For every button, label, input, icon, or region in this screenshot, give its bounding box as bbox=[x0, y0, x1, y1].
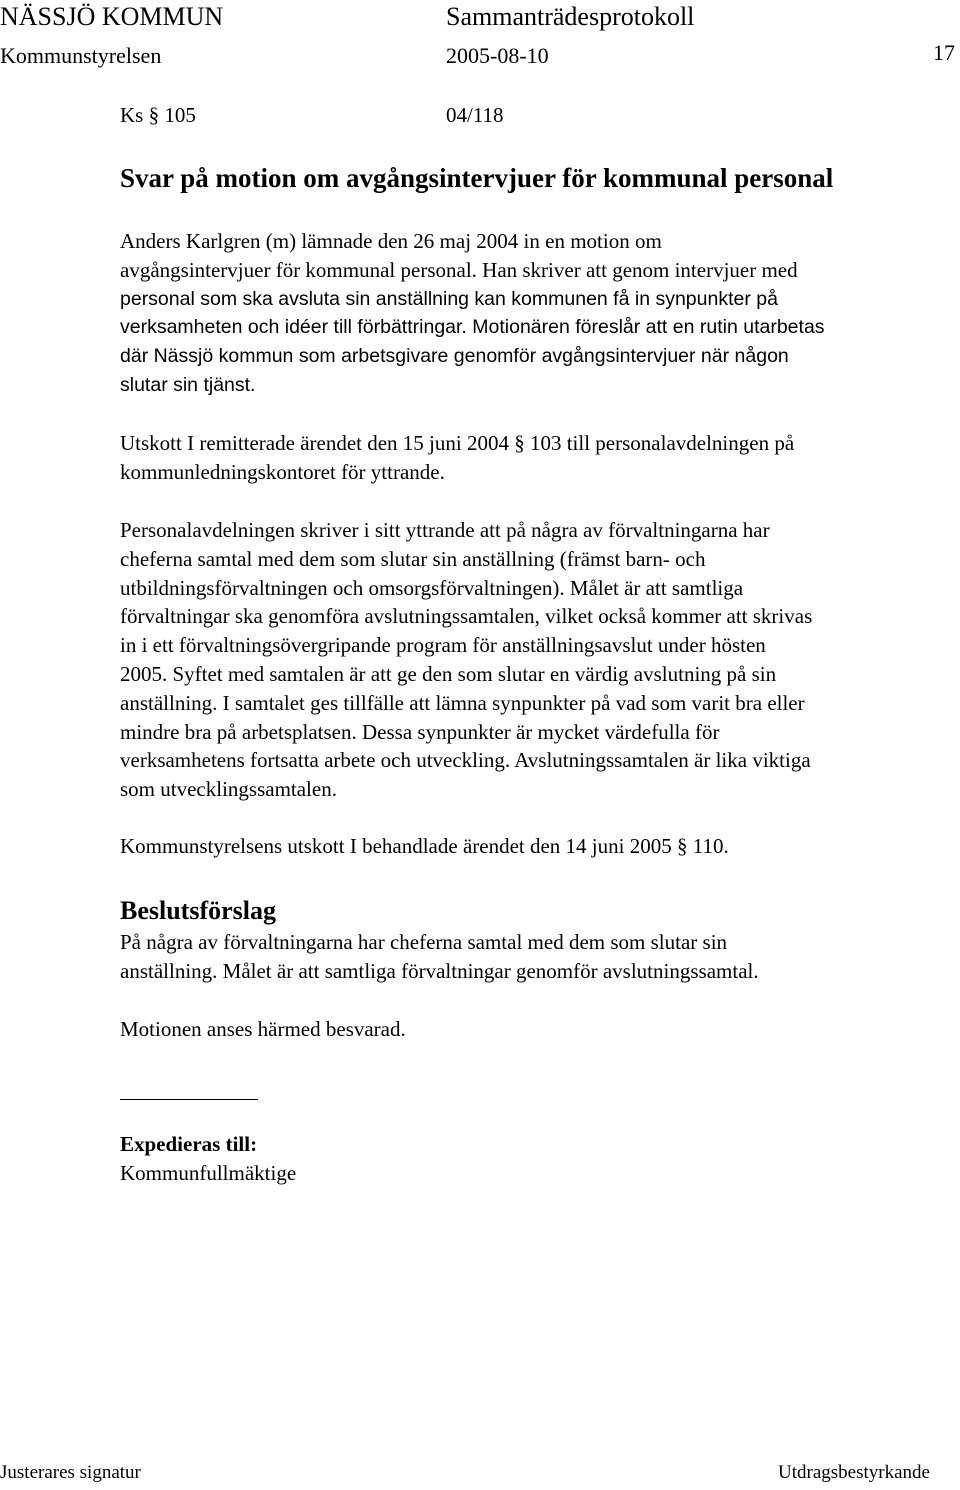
adjuster-signature-label: Justerares signatur bbox=[0, 1462, 141, 1483]
motion-line: där Nässjö kommun som arbetsgivare genomför avgångsintervjuer när någon bbox=[120, 345, 789, 368]
statement-paragraph bbox=[120, 516, 955, 804]
committee-name: Kommunstyrelsen bbox=[0, 43, 162, 68]
motion-line: Anders Karlgren (m) lämnade den 26 maj 2004 in en motion om bbox=[120, 229, 662, 253]
statement-line: förvaltningar ska genomföra avslutningssamtalen, vilket också kommer att skrivas bbox=[120, 604, 813, 629]
proposal-text bbox=[120, 928, 955, 986]
document-title: Svar på motion om avgångsintervjuer för kommunal personal bbox=[120, 163, 834, 193]
dispatch-heading: Expedieras till: bbox=[120, 1132, 258, 1156]
statement-line: 2005. Syftet med samtalen är att ge den som slutar en värdig avslutning på sin bbox=[120, 661, 777, 686]
committee-paragraph: Kommunstyrelsens utskott I behandlade ärendet den 14 juni 2005 § 110. bbox=[120, 834, 729, 858]
page-number: 17 bbox=[933, 40, 955, 65]
meeting-date: 2005-08-10 bbox=[446, 43, 549, 68]
motion-line: verksamheten och idéer till förbättringar. Motionären föreslår att en rutin utarbetas bbox=[120, 316, 825, 339]
motion-line: slutar sin tjänst. bbox=[120, 373, 256, 396]
motion-line: avgångsintervjuer för kommunal personal. Han skriver att genom intervjuer med bbox=[120, 257, 798, 282]
proposal-conclusion: Motionen anses härmed besvarad. bbox=[120, 1017, 406, 1041]
statement-line: som utvecklingssamtalen. bbox=[120, 777, 337, 802]
extract-certification-label: Utdragsbestyrkande bbox=[778, 1462, 930, 1483]
statement-line: utbildningsförvaltningen och omsorgsförvaltningen). Målet är att samtliga bbox=[120, 575, 744, 600]
separator-rule bbox=[120, 1099, 258, 1100]
paragraph-reference-text: Ks § 105 bbox=[120, 103, 196, 127]
proposal-line: På några av förvaltningarna har cheferna samtal med dem som slutar sin bbox=[120, 930, 728, 954]
proposal-heading: Beslutsförslag bbox=[120, 896, 276, 925]
proposal-line: anställning. Målet är att samtliga förvaltningar genomför avslutningssamtal. bbox=[120, 958, 759, 983]
diary-number: 04/118 bbox=[446, 103, 504, 127]
referral-paragraph bbox=[120, 429, 955, 487]
municipality-name: NÄSSJÖ KOMMUN bbox=[0, 2, 224, 31]
motion-paragraph bbox=[120, 227, 955, 400]
statement-line: Personalavdelningen skriver i sitt yttrande att på några av förvaltningarna har bbox=[120, 518, 770, 542]
referral-line: Utskott I remitterade ärendet den 15 juni 2004 § 103 till personalavdelningen på bbox=[120, 431, 795, 455]
statement-line: cheferna samtal med dem som slutar sin anställning (främst barn- och bbox=[120, 546, 706, 571]
statement-line: mindre bra på arbetsplatsen. Dessa synpunkter är mycket värdefulla för bbox=[120, 719, 720, 744]
dispatch-recipient: Kommunfullmäktige bbox=[120, 1161, 297, 1185]
statement-line: verksamhetens fortsatta arbete och utveckling. Avslutningssamtalen är lika viktiga bbox=[120, 748, 811, 773]
paragraph-reference bbox=[120, 101, 196, 130]
motion-line: personal som ska avsluta sin anställning kan kommunen få in synpunkter på bbox=[120, 287, 778, 310]
statement-line: anställning. I samtalet ges tillfälle att lämna synpunkter på vad som varit bra eller bbox=[120, 690, 805, 715]
statement-line: in i ett förvaltningsövergripande program för anställningsavslut under hösten bbox=[120, 633, 766, 658]
document-type: Sammanträdesprotokoll bbox=[446, 2, 695, 31]
referral-line: kommunledningskontoret för yttrande. bbox=[120, 459, 445, 484]
